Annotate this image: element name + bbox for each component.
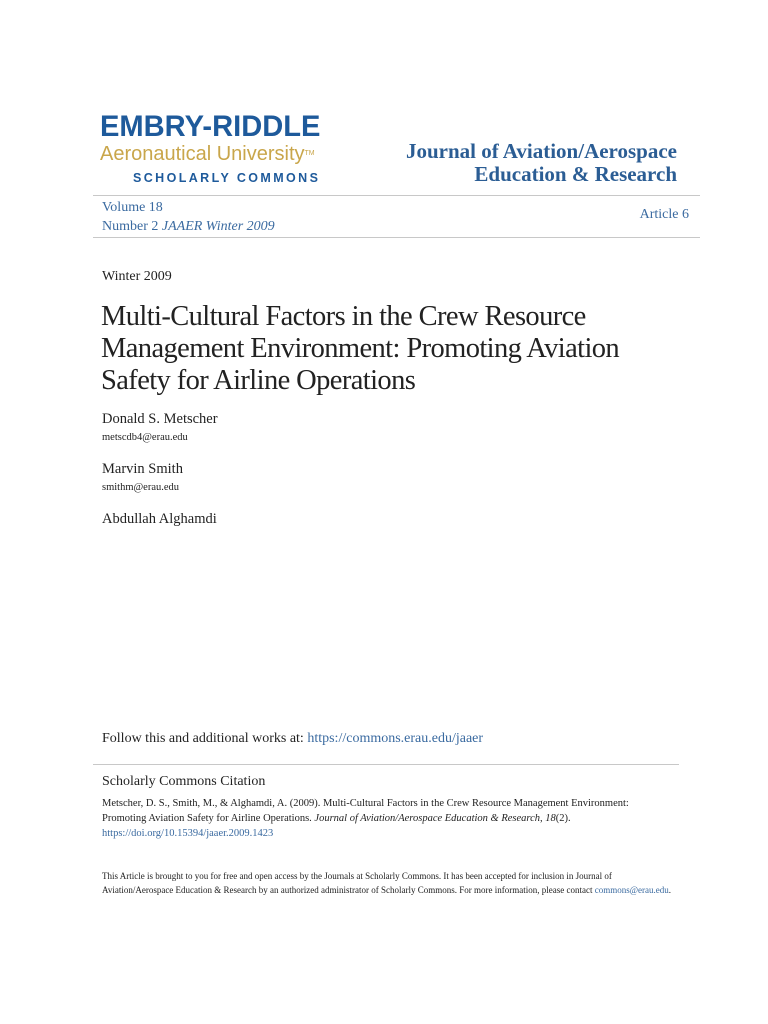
journal-title bbox=[406, 140, 677, 186]
article-title: Multi-Cultural Factors in the Crew Resource Management Environment: Promoting Aviation Safety for Airline Operations bbox=[101, 301, 620, 396]
doi-link[interactable]: https://doi.org/10.15394/jaaer.2009.1423 bbox=[102, 828, 274, 839]
article-link[interactable]: Article 6 bbox=[639, 207, 689, 222]
logo-embry-riddle: EMBRY-RIDDLE bbox=[100, 110, 321, 143]
follow-url-link[interactable]: https://commons.erau.edu/jaaer bbox=[307, 731, 484, 746]
journal-title-line1: Journal of Aviation/Aerospace bbox=[405, 139, 677, 163]
contact-email-link[interactable]: commons@erau.edu bbox=[594, 885, 669, 895]
author-name: Marvin Smith bbox=[102, 461, 183, 477]
author-email[interactable]: smithm@erau.edu bbox=[102, 482, 180, 493]
follow-label: Follow this and additional works at: bbox=[102, 731, 308, 746]
issue-info bbox=[102, 198, 275, 236]
access-notice: This Article is brought to you for free and open access by the Journals at Scholarly Commons. It has been accepted for inclusion in Journal of Aviation/Aerospace Education & Research by an authorized administrator of Scholarly Commons. For more information, please contact commons@erau.edu. bbox=[102, 871, 671, 895]
erau-logo bbox=[100, 112, 380, 185]
header-divider-top bbox=[93, 195, 700, 196]
author-name: Donald S. Metscher bbox=[102, 411, 218, 427]
author-name: Abdullah Alghamdi bbox=[102, 511, 217, 527]
citation-text: Metscher, D. S., Smith, M., & Alghamdi, A. (2009). Multi-Cultural Factors in the Crew Resource Management Environment: Promoting Aviation Safety for Airline Operations. Journal of Aviation/Aerospace Education & Research, 18(2). https://doi.org/10.15394/jaaer.2009.1423 bbox=[102, 798, 629, 839]
logo-aeronautical-university: Aeronautical UniversityTM bbox=[100, 143, 315, 165]
journal-title-line2: Education & Research bbox=[474, 162, 677, 186]
citation-divider bbox=[93, 764, 679, 765]
citation-heading: Scholarly Commons Citation bbox=[102, 774, 266, 789]
logo-trademark: TM bbox=[304, 150, 315, 157]
volume-link[interactable]: Volume 18 bbox=[102, 200, 163, 215]
number-link[interactable]: Number 2 JAAER Winter 2009 bbox=[102, 219, 275, 234]
author-email[interactable]: metscdb4@erau.edu bbox=[102, 432, 188, 443]
logo-scholarly-commons: SCHOLARLY COMMONS bbox=[133, 171, 321, 185]
follow-line bbox=[102, 731, 483, 747]
header-divider-bottom bbox=[93, 237, 700, 238]
publication-date: Winter 2009 bbox=[102, 269, 172, 284]
